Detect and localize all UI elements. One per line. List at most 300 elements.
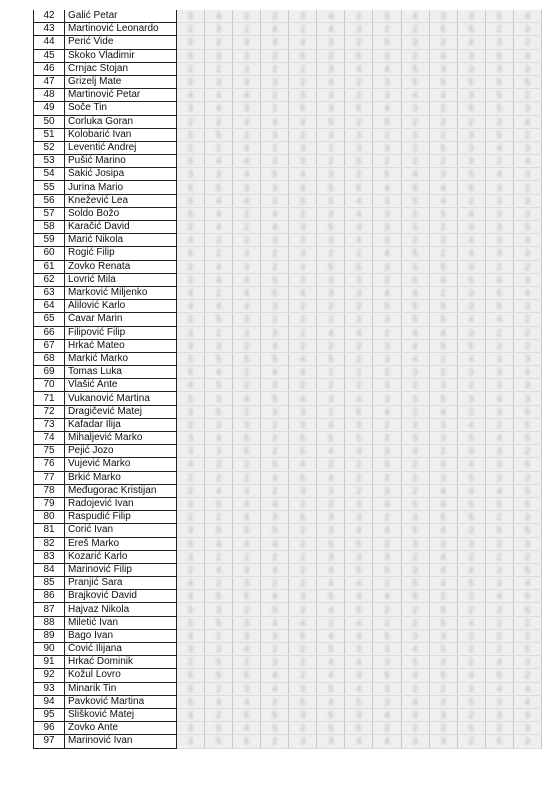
redacted-cell — [513, 392, 541, 405]
redacted-value: 4 — [216, 274, 222, 285]
redacted-value: 3 — [356, 142, 362, 153]
redacted-cell — [205, 695, 233, 708]
redacted-cell — [261, 418, 289, 431]
redacted-value: 3 — [524, 380, 530, 391]
student-name: Brkić Marko — [65, 471, 177, 484]
redacted-cell — [373, 511, 401, 524]
redacted-cell — [457, 550, 485, 563]
redacted-cell — [177, 339, 205, 352]
redacted-cell — [429, 432, 457, 445]
redacted-value: 5 — [328, 261, 334, 272]
table-row — [34, 418, 542, 431]
redacted-value: 2 — [412, 208, 418, 219]
redacted-cell — [261, 708, 289, 721]
redacted-value: 2 — [216, 288, 222, 299]
redacted-value: 4 — [244, 723, 250, 734]
redacted-cell — [345, 300, 373, 313]
redacted-cell — [345, 471, 373, 484]
redacted-cell — [345, 313, 373, 326]
redacted-cell — [233, 418, 261, 431]
redacted-value: 2 — [356, 37, 362, 48]
redacted-value: 3 — [272, 195, 278, 206]
redacted-cell — [177, 221, 205, 234]
redacted-cell — [373, 550, 401, 563]
redacted-cell — [345, 115, 373, 128]
student-name: Radojević Ivan — [65, 497, 177, 510]
redacted-value: 4 — [356, 578, 362, 589]
redacted-value: 3 — [300, 736, 306, 747]
student-name: Hajvaz Nikola — [65, 603, 177, 616]
redacted-value: 2 — [524, 37, 530, 48]
redacted-value: 3 — [300, 419, 306, 430]
table-row — [34, 445, 542, 458]
redacted-value: 3 — [300, 604, 306, 615]
redacted-cell — [205, 735, 233, 748]
redacted-value: 2 — [244, 380, 250, 391]
redacted-cell — [289, 656, 317, 669]
row-number: 57 — [34, 207, 65, 220]
redacted-value: 2 — [440, 235, 446, 246]
table-row — [34, 234, 542, 247]
redacted-value: 2 — [524, 551, 530, 562]
row-number: 54 — [34, 168, 65, 181]
redacted-value: 3 — [384, 393, 390, 404]
redacted-value: 2 — [496, 538, 502, 549]
redacted-cell — [233, 247, 261, 260]
table-row — [34, 300, 542, 313]
redacted-value: 3 — [468, 50, 474, 61]
redacted-cell — [289, 339, 317, 352]
row-number: 69 — [34, 366, 65, 379]
redacted-value: 2 — [272, 314, 278, 325]
redacted-cell — [457, 207, 485, 220]
redacted-cell — [233, 221, 261, 234]
redacted-cell — [457, 471, 485, 484]
redacted-cell — [485, 10, 513, 23]
redacted-value: 3 — [440, 630, 446, 641]
redacted-value: 3 — [524, 723, 530, 734]
redacted-cell — [177, 128, 205, 141]
redacted-cell — [289, 128, 317, 141]
table-row — [34, 379, 542, 392]
redacted-value: 3 — [356, 419, 362, 430]
redacted-value: 4 — [440, 182, 446, 193]
redacted-cell — [373, 471, 401, 484]
redacted-cell — [345, 656, 373, 669]
redacted-value: 5 — [328, 538, 334, 549]
redacted-cell — [205, 484, 233, 497]
redacted-cell — [177, 577, 205, 590]
redacted-value: 2 — [412, 24, 418, 35]
redacted-value: 5 — [384, 116, 390, 127]
redacted-value: 4 — [356, 222, 362, 233]
redacted-cell — [485, 221, 513, 234]
redacted-cell — [429, 392, 457, 405]
redacted-cell — [401, 102, 429, 115]
redacted-cell — [513, 590, 541, 603]
redacted-cell — [513, 445, 541, 458]
redacted-value: 2 — [328, 314, 334, 325]
redacted-cell — [401, 471, 429, 484]
redacted-cell — [205, 234, 233, 247]
redacted-value: 2 — [440, 696, 446, 707]
redacted-value: 4 — [328, 564, 334, 575]
redacted-cell — [205, 89, 233, 102]
redacted-value: 5 — [384, 459, 390, 470]
redacted-value: 3 — [440, 538, 446, 549]
redacted-value: 2 — [440, 446, 446, 457]
redacted-value: 3 — [412, 393, 418, 404]
redacted-value: 5 — [356, 103, 362, 114]
table-row — [34, 722, 542, 735]
redacted-cell — [233, 286, 261, 299]
redacted-value: 2 — [524, 670, 530, 681]
redacted-cell — [401, 722, 429, 735]
redacted-value: 3 — [244, 103, 250, 114]
redacted-cell — [373, 577, 401, 590]
redacted-value: 2 — [300, 551, 306, 562]
redacted-cell — [485, 497, 513, 510]
redacted-cell — [401, 432, 429, 445]
redacted-cell — [289, 471, 317, 484]
redacted-value: 2 — [356, 353, 362, 364]
redacted-cell — [401, 247, 429, 260]
redacted-value: 4 — [412, 169, 418, 180]
redacted-value: 3 — [384, 340, 390, 351]
redacted-cell — [373, 75, 401, 88]
redacted-cell — [401, 695, 429, 708]
redacted-cell — [345, 181, 373, 194]
redacted-cell — [429, 207, 457, 220]
row-number: 83 — [34, 550, 65, 563]
redacted-cell — [373, 405, 401, 418]
redacted-cell — [317, 339, 345, 352]
redacted-cell — [457, 458, 485, 471]
redacted-value: 3 — [328, 129, 334, 140]
redacted-value: 2 — [384, 433, 390, 444]
redacted-value: 2 — [188, 485, 194, 496]
redacted-cell — [373, 352, 401, 365]
redacted-cell — [429, 155, 457, 168]
redacted-value: 4 — [216, 103, 222, 114]
redacted-value: 2 — [384, 129, 390, 140]
redacted-cell — [205, 141, 233, 154]
redacted-value: 3 — [412, 103, 418, 114]
redacted-cell — [373, 392, 401, 405]
redacted-value: 3 — [384, 222, 390, 233]
redacted-value: 3 — [300, 591, 306, 602]
redacted-value: 5 — [496, 288, 502, 299]
redacted-value: 3 — [524, 195, 530, 206]
student-name: Markić Marko — [65, 352, 177, 365]
redacted-value: 4 — [272, 499, 278, 510]
redacted-cell — [261, 155, 289, 168]
redacted-value: 3 — [524, 208, 530, 219]
redacted-cell — [289, 36, 317, 49]
table-row — [34, 273, 542, 286]
student-name: Pušić Marino — [65, 155, 177, 168]
redacted-value: 2 — [188, 63, 194, 74]
redacted-value: 3 — [272, 380, 278, 391]
redacted-value: 4 — [524, 367, 530, 378]
redacted-value: 3 — [244, 578, 250, 589]
redacted-cell — [177, 247, 205, 260]
redacted-cell — [345, 36, 373, 49]
redacted-cell — [261, 695, 289, 708]
redacted-value: 4 — [300, 617, 306, 628]
redacted-value: 2 — [440, 353, 446, 364]
redacted-value: 3 — [244, 564, 250, 575]
redacted-value: 4 — [356, 630, 362, 641]
redacted-value: 5 — [188, 367, 194, 378]
redacted-value: 3 — [524, 63, 530, 74]
redacted-value: 3 — [440, 169, 446, 180]
redacted-value: 5 — [412, 182, 418, 193]
redacted-cell — [317, 563, 345, 576]
redacted-cell — [205, 669, 233, 682]
redacted-cell — [373, 49, 401, 62]
redacted-cell — [485, 563, 513, 576]
redacted-value: 5 — [272, 525, 278, 536]
student-name: Vujević Marko — [65, 458, 177, 471]
redacted-cell — [485, 511, 513, 524]
redacted-value: 3 — [496, 578, 502, 589]
redacted-cell — [373, 708, 401, 721]
redacted-value: 3 — [524, 301, 530, 312]
redacted-value: 2 — [412, 604, 418, 615]
table-row — [34, 23, 542, 36]
redacted-cell — [401, 379, 429, 392]
redacted-cell — [317, 682, 345, 695]
redacted-cell — [373, 207, 401, 220]
redacted-cell — [205, 75, 233, 88]
redacted-value: 4 — [468, 670, 474, 681]
redacted-value: 5 — [496, 301, 502, 312]
redacted-cell — [429, 682, 457, 695]
redacted-cell — [233, 194, 261, 207]
redacted-value: 2 — [468, 736, 474, 747]
row-number: 53 — [34, 155, 65, 168]
student-name: Karačić David — [65, 221, 177, 234]
redacted-cell — [485, 49, 513, 62]
redacted-value: 4 — [384, 288, 390, 299]
redacted-value: 2 — [524, 630, 530, 641]
redacted-value: 4 — [244, 142, 250, 153]
redacted-value: 3 — [356, 551, 362, 562]
redacted-value: 4 — [468, 208, 474, 219]
redacted-cell — [233, 484, 261, 497]
redacted-value: 3 — [272, 657, 278, 668]
redacted-value: 3 — [440, 433, 446, 444]
redacted-value: 2 — [328, 156, 334, 167]
redacted-cell — [373, 669, 401, 682]
student-name: Brajković David — [65, 590, 177, 603]
redacted-cell — [233, 537, 261, 550]
redacted-cell — [513, 326, 541, 339]
student-name: Crnjac Stojan — [65, 62, 177, 75]
redacted-value: 3 — [440, 710, 446, 721]
redacted-value: 2 — [244, 367, 250, 378]
redacted-cell — [317, 379, 345, 392]
redacted-value: 2 — [524, 340, 530, 351]
redacted-cell — [345, 432, 373, 445]
redacted-value: 5 — [384, 11, 390, 22]
redacted-cell — [317, 445, 345, 458]
redacted-value: 5 — [188, 538, 194, 549]
redacted-value: 4 — [272, 208, 278, 219]
redacted-cell — [513, 102, 541, 115]
redacted-value: 5 — [496, 129, 502, 140]
redacted-cell — [317, 392, 345, 405]
redacted-value: 3 — [496, 406, 502, 417]
redacted-value: 2 — [496, 24, 502, 35]
redacted-cell — [373, 432, 401, 445]
redacted-cell — [485, 418, 513, 431]
redacted-value: 2 — [468, 380, 474, 391]
redacted-cell — [485, 23, 513, 36]
redacted-cell — [513, 194, 541, 207]
redacted-value: 5 — [272, 459, 278, 470]
redacted-value: 2 — [384, 512, 390, 523]
redacted-cell — [205, 168, 233, 181]
row-number: 49 — [34, 102, 65, 115]
redacted-cell — [205, 352, 233, 365]
redacted-cell — [373, 102, 401, 115]
redacted-value: 3 — [496, 710, 502, 721]
redacted-cell — [457, 405, 485, 418]
redacted-value: 5 — [412, 657, 418, 668]
redacted-value: 2 — [244, 235, 250, 246]
redacted-value: 4 — [216, 261, 222, 272]
redacted-cell — [261, 352, 289, 365]
redacted-cell — [457, 23, 485, 36]
redacted-value: 5 — [440, 77, 446, 88]
redacted-value: 2 — [244, 472, 250, 483]
redacted-cell — [345, 577, 373, 590]
redacted-cell — [485, 484, 513, 497]
redacted-cell — [457, 10, 485, 23]
redacted-value: 2 — [272, 696, 278, 707]
redacted-cell — [429, 49, 457, 62]
redacted-cell — [485, 629, 513, 642]
redacted-value: 5 — [328, 195, 334, 206]
redacted-cell — [429, 537, 457, 550]
redacted-cell — [205, 497, 233, 510]
redacted-value: 4 — [328, 24, 334, 35]
row-number: 78 — [34, 484, 65, 497]
redacted-cell — [401, 366, 429, 379]
redacted-cell — [485, 62, 513, 75]
redacted-value: 3 — [524, 538, 530, 549]
redacted-cell — [401, 550, 429, 563]
redacted-value: 4 — [244, 169, 250, 180]
redacted-value: 4 — [272, 591, 278, 602]
row-number: 67 — [34, 339, 65, 352]
redacted-cell — [205, 392, 233, 405]
redacted-value: 2 — [328, 459, 334, 470]
redacted-cell — [205, 300, 233, 313]
redacted-value: 3 — [356, 644, 362, 655]
redacted-cell — [429, 36, 457, 49]
redacted-value: 2 — [244, 24, 250, 35]
redacted-value: 4 — [412, 288, 418, 299]
redacted-cell — [233, 497, 261, 510]
redacted-cell — [485, 695, 513, 708]
redacted-cell — [345, 141, 373, 154]
student-name: Mihaljević Marko — [65, 432, 177, 445]
redacted-value: 5 — [440, 617, 446, 628]
redacted-cell — [513, 62, 541, 75]
redacted-value: 4 — [440, 90, 446, 101]
redacted-cell — [205, 629, 233, 642]
redacted-cell — [401, 590, 429, 603]
redacted-cell — [317, 708, 345, 721]
redacted-value: 3 — [328, 288, 334, 299]
redacted-value: 5 — [468, 723, 474, 734]
redacted-value: 3 — [328, 393, 334, 404]
redacted-value: 2 — [216, 472, 222, 483]
redacted-cell — [289, 273, 317, 286]
redacted-value: 3 — [440, 736, 446, 747]
spreadsheet — [33, 10, 542, 749]
redacted-cell — [261, 181, 289, 194]
redacted-value: 3 — [384, 657, 390, 668]
redacted-cell — [205, 471, 233, 484]
redacted-value: 4 — [468, 248, 474, 259]
table-row — [34, 89, 542, 102]
redacted-cell — [205, 128, 233, 141]
redacted-value: 2 — [496, 116, 502, 127]
redacted-cell — [317, 497, 345, 510]
redacted-cell — [317, 89, 345, 102]
redacted-value: 5 — [468, 340, 474, 351]
redacted-cell — [513, 550, 541, 563]
redacted-cell — [317, 537, 345, 550]
redacted-cell — [373, 524, 401, 537]
redacted-cell — [289, 115, 317, 128]
redacted-cell — [373, 722, 401, 735]
redacted-value: 2 — [272, 90, 278, 101]
redacted-cell — [289, 695, 317, 708]
redacted-cell — [261, 366, 289, 379]
redacted-value: 3 — [412, 129, 418, 140]
redacted-value: 3 — [216, 446, 222, 457]
redacted-cell — [289, 379, 317, 392]
redacted-value: 5 — [468, 169, 474, 180]
redacted-cell — [457, 682, 485, 695]
redacted-cell — [485, 326, 513, 339]
redacted-cell — [261, 260, 289, 273]
redacted-value: 3 — [440, 419, 446, 430]
redacted-cell — [177, 669, 205, 682]
redacted-cell — [261, 590, 289, 603]
row-number: 43 — [34, 23, 65, 36]
redacted-value: 3 — [244, 314, 250, 325]
redacted-cell — [429, 550, 457, 563]
redacted-value: 5 — [188, 696, 194, 707]
redacted-cell — [233, 313, 261, 326]
redacted-value: 2 — [244, 129, 250, 140]
redacted-cell — [205, 49, 233, 62]
redacted-cell — [345, 379, 373, 392]
redacted-value: 4 — [356, 235, 362, 246]
redacted-value: 4 — [300, 393, 306, 404]
redacted-value: 2 — [216, 551, 222, 562]
table-row — [34, 511, 542, 524]
redacted-value: 3 — [300, 710, 306, 721]
redacted-value: 2 — [468, 406, 474, 417]
redacted-cell — [457, 260, 485, 273]
